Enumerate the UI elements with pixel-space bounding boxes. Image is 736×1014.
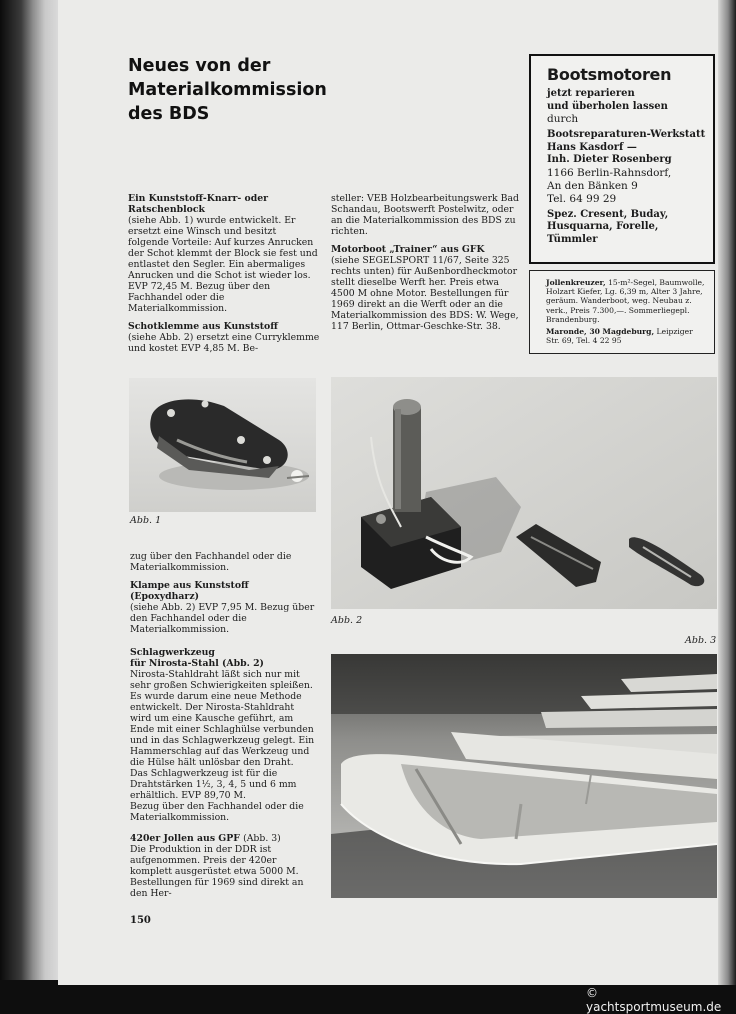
ad-line: Tümmler	[547, 233, 598, 245]
caption-abb1: Abb. 1	[130, 515, 162, 526]
ad-line: Husquarna, Forelle,	[547, 221, 659, 232]
text-420er: Die Produktion in der DDR ist aufgenommen. Preis der 420er komplett ausgerüstet etwa 5000 M. Bestellungen für 1969 sind direkt an den Her-	[130, 844, 304, 899]
page-number: 150	[130, 915, 151, 926]
ad-heading: Bootsmotoren	[547, 65, 672, 84]
heading-klampe: Klampe aus Kunststoff (Epoxydharz)	[130, 580, 249, 602]
heading-ratschenblock: Ein Kunststoff-Knarr- oder Ratschenblock	[128, 193, 269, 215]
text-bestellung: steller: VEB Holzbearbeitungswerk Bad Schandau, Bootswerft Postelwitz, oder an die Materialkommission des BDS zu richten.	[331, 193, 519, 237]
caption-abb3: Abb. 3	[685, 635, 717, 646]
photo-abb1	[129, 378, 316, 512]
lower-left-column	[130, 551, 318, 899]
title-line-1: Neues von der Materialkommission	[128, 56, 327, 100]
middle-column	[331, 193, 521, 332]
text-motorboot: (siehe SEGELSPORT 11/67, Seite 325 rechts unten) für Außenbordheckmotor stellt dieselbe Werft her. Preis etwa 4500 M ohne Motor. Bestellungen für 1969 direkt an die Werft oder an die Materialkommission des BDS: W. Wege, 117 Berlin, Ottmar-Geschke-Str. 38.	[331, 255, 519, 332]
article-title	[128, 54, 468, 126]
ad-line: jetzt reparieren	[547, 88, 635, 99]
heading-420er-ref: (Abb. 3)	[243, 833, 281, 844]
left-column	[128, 193, 320, 354]
ad-line: und überholen lassen	[547, 100, 668, 112]
page-edge	[718, 0, 736, 985]
heading-schotklemme: Schotklemme aus Kunststoff	[128, 321, 278, 332]
ad-bootsmotoren	[529, 54, 715, 264]
ad-line: Bootsreparaturen-Werkstatt	[547, 129, 706, 140]
ad-jollenkreuzer	[529, 270, 715, 354]
ad-small-text: 15-m²-Segel, Baumwolle, Holzart Kiefer, Lg. 6,39 m, Alter 3 Jahre, geräum. Wanderboot, weg. Neubau z. verk., Preis 7.300,—. Sommerliegepl. Brandenburg.	[546, 278, 705, 324]
title-line-2: des BDS	[128, 104, 210, 124]
text-klampe: (siehe Abb. 2) EVP 7,95 M. Bezug über den Fachhandel oder die Materialkommission.	[130, 602, 315, 635]
ad-line: Inh. Dieter Rosenberg	[547, 154, 672, 165]
text-ratschenblock: (siehe Abb. 1) wurde entwickelt. Er ersetzt eine Winsch und besitzt folgende Vorteile: Auf kurzes Anrucken der Schot klemmt der Block sie fest und entlastet den Segler. Ein abermaliges Anrucken und die Schot ist wieder los. EVP 72,45 M. Bezug über den Fachhandel oder die Materialkommission.	[128, 215, 318, 314]
text-schlagwerkzeug: Nirosta-Stahldraht läßt sich nur mit sehr großen Schwierigkeiten spleißen. Es wurde darum eine neue Methode entwickelt. Der Nirosta-Stahldraht wird um eine Kausche geführt, am Ende mit einer Schlaghülse verbunden und in das Schlagwerkzeug gelegt. Ein Hammerschlag auf das Werkzeug und die Hülse hält unlösbar den Draht.	[130, 669, 315, 768]
heading-motorboot: Motorboot „Trainer“ aus GFK	[331, 244, 485, 255]
ad-small-contact: Maronde, 30 Magdeburg,	[546, 327, 655, 337]
ad-line: durch	[547, 113, 579, 125]
watermark: © yachtsportmuseum.de	[586, 986, 722, 1014]
ad-line: Tel. 64 99 29	[547, 192, 617, 205]
photo-abb2	[331, 377, 717, 609]
caption-abb2: Abb. 2	[331, 615, 363, 626]
text-bezug: zug über den Fachhandel oder die Materialkommission.	[130, 551, 292, 573]
photo-abb3	[331, 654, 717, 898]
text-bezug-2: Bezug über den Fachhandel oder die Materialkommission.	[130, 801, 304, 823]
text-schotklemme: (siehe Abb. 2) ersetzt eine Curryklemme und kostet EVP 4,85 M. Be-	[128, 332, 320, 354]
book-spine	[0, 0, 60, 980]
ad-small-title: Jollenkreuzer,	[546, 278, 606, 287]
heading-420er-text: 420er Jollen aus GPF	[130, 833, 240, 844]
ad-line: An den Bänken 9	[547, 179, 638, 192]
heading-schlagwerkzeug-sub: für Nirosta-Stahl (Abb. 2)	[130, 658, 264, 669]
ad-small-address: Leipziger Str. 69, Tel. 4 22 95	[546, 327, 693, 346]
ad-line: Spez. Cresent, Buday,	[547, 208, 669, 220]
ad-line: Hans Kasdorf —	[547, 141, 637, 153]
ad-line: 1166 Berlin-Rahnsdorf,	[547, 166, 672, 179]
heading-schlagwerkzeug: Schlagwerkzeug	[130, 647, 215, 658]
text-drahtstaerken: Das Schlagwerkzeug ist für die Drahtstärken 1½, 3, 4, 5 und 6 mm erhältlich. EVP 89,70 M.	[130, 768, 297, 801]
heading-420er	[130, 833, 318, 844]
